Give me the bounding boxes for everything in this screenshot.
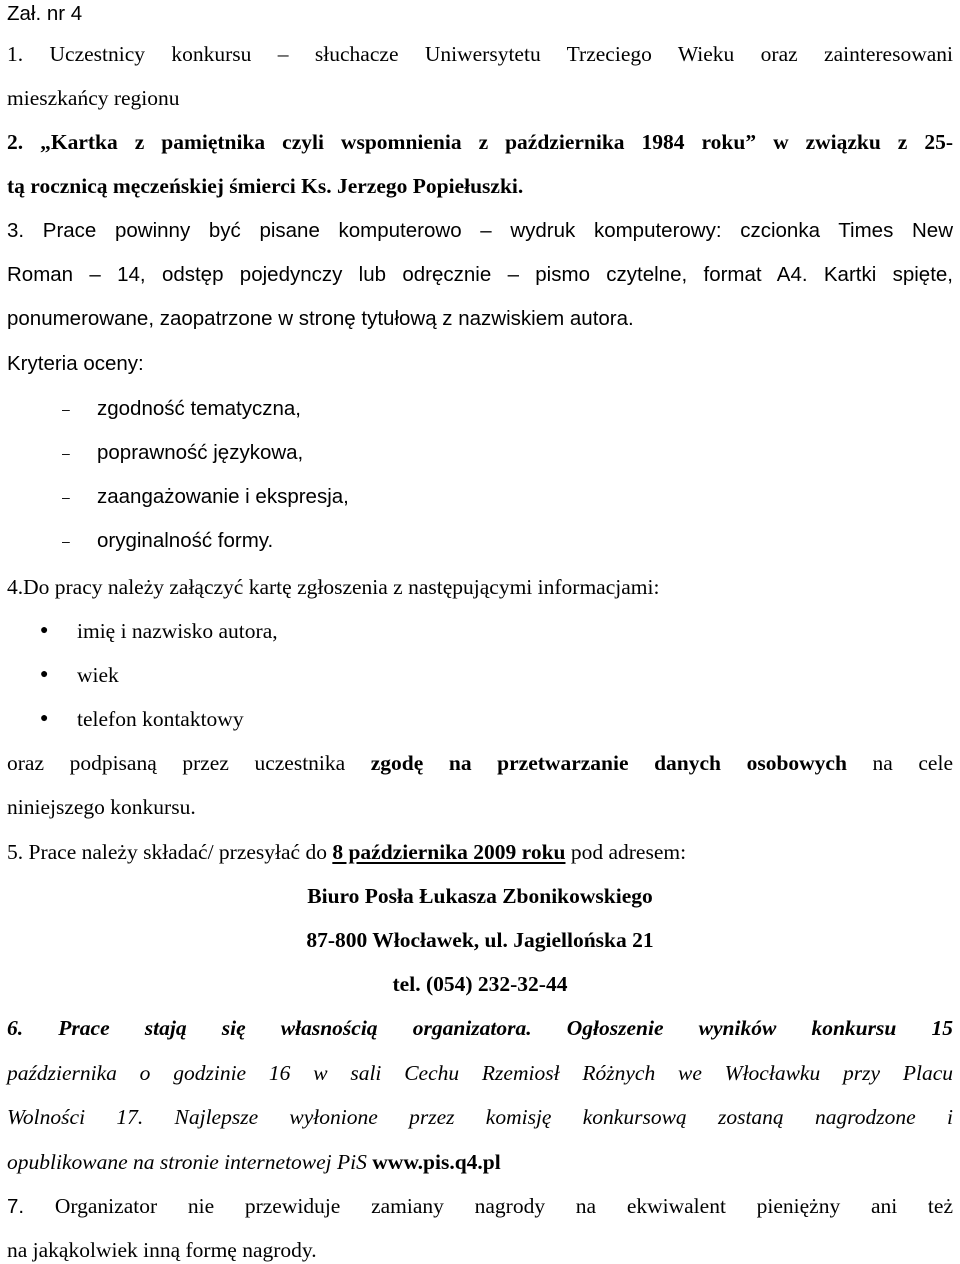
criteria-item bbox=[7, 527, 953, 555]
consent-post: na cele bbox=[846, 751, 953, 775]
website-url: www.pis.q4.pl bbox=[372, 1150, 501, 1174]
bullet-icon: ● bbox=[40, 667, 49, 682]
criteria-item bbox=[7, 395, 953, 423]
point-5-pre: 5. Prace należy składać/ przesyłać do bbox=[7, 840, 333, 864]
point-6-line-2: października o godzinie 16 w sali Cechu Rzemiosł Różnych we Włocławku przy Placu bbox=[7, 1061, 953, 1085]
consent-line bbox=[7, 749, 953, 777]
address-phone: tel. (054) 232-32-44 bbox=[392, 972, 568, 996]
info-item bbox=[7, 661, 953, 689]
point-7-line-2: na jakąkolwiek inną formę nagrody. bbox=[7, 1238, 317, 1262]
point-5-line bbox=[7, 838, 953, 866]
criteria-item-text: zaangażowanie i ekspresja, bbox=[97, 485, 349, 508]
bullet-icon: ● bbox=[40, 623, 49, 638]
criteria-title: Kryteria oceny: bbox=[7, 352, 144, 375]
criteria-item bbox=[7, 483, 953, 511]
point-1-line-1: 1. Uczestnicy konkursu – słuchacze Uniwersytetu Trzeciego Wieku oraz zainteresowani bbox=[7, 42, 953, 66]
point-2-line-1: 2. „Kartka z pamiętnika czyli wspomnienia z października 1984 roku” w związku z 25- bbox=[7, 130, 953, 154]
point-7-text: Organizator nie przewiduje zamiany nagrody na ekwiwalent pieniężny ani też bbox=[24, 1194, 953, 1218]
consent-line-2: niniejszego konkursu. bbox=[7, 795, 196, 819]
dash-icon: – bbox=[62, 489, 70, 505]
criteria-item bbox=[7, 439, 953, 467]
consent-pre: oraz podpisaną przez uczestnika bbox=[7, 751, 371, 775]
point-3-line-2: Roman – 14, odstęp pojedynczy lub odręcznie – pismo czytelne, format A4. Kartki spięte, bbox=[7, 263, 953, 286]
dash-icon: – bbox=[62, 401, 70, 417]
point-6-line-4 bbox=[7, 1148, 953, 1176]
point-5-post: pod adresem: bbox=[565, 840, 687, 864]
attachment-number: Zał. nr 4 bbox=[7, 2, 83, 25]
point-7-line-1 bbox=[7, 1192, 953, 1221]
point-3-line-1: 3. Prace powinny być pisane komputerowo – wydruk komputerowy: czcionka Times New bbox=[7, 219, 953, 242]
point-2-line-2: tą rocznicą męczeńskiej śmierci Ks. Jerzego Popiełuszki. bbox=[7, 174, 524, 198]
point-4-intro: 4.Do pracy należy załączyć kartę zgłoszenia z następującymi informacjami: bbox=[7, 575, 660, 599]
dash-icon: – bbox=[62, 533, 70, 549]
deadline: 8 października 2009 roku bbox=[332, 840, 566, 864]
bullet-icon: ● bbox=[40, 711, 49, 726]
point-6-line-3: Wolności 17. Najlepsze wyłonione przez komisję konkursową zostaną nagrodzone i bbox=[7, 1105, 953, 1129]
criteria-item-text: oryginalność formy. bbox=[97, 529, 274, 552]
consent-bold: zgodę na przetwarzanie danych osobowych bbox=[370, 751, 847, 775]
info-item bbox=[7, 705, 953, 733]
info-item-text: wiek bbox=[77, 663, 119, 687]
info-item bbox=[7, 617, 953, 645]
point-6-line-1: 6. Prace stają się własnością organizatora. Ogłoszenie wyników konkursu 15 bbox=[7, 1016, 953, 1040]
point-7-number: 7. bbox=[7, 1195, 25, 1218]
address-street: 87-800 Włocławek, ul. Jagiellońska 21 bbox=[306, 928, 654, 952]
info-item-text: telefon kontaktowy bbox=[77, 707, 244, 731]
info-item-text: imię i nazwisko autora, bbox=[77, 619, 278, 643]
criteria-item-text: poprawność językowa, bbox=[97, 441, 304, 464]
dash-icon: – bbox=[62, 445, 70, 461]
point-3-line-3: ponumerowane, zaopatrzone w stronę tytułową z nazwiskiem autora. bbox=[7, 307, 634, 330]
criteria-item-text: zgodność tematyczna, bbox=[97, 397, 301, 420]
point-6-line-4-text: opublikowane na stronie internetowej PiS bbox=[7, 1150, 373, 1174]
address-name: Biuro Posła Łukasza Zbonikowskiego bbox=[307, 884, 653, 908]
point-1-line-2: mieszkańcy regionu bbox=[7, 86, 180, 110]
